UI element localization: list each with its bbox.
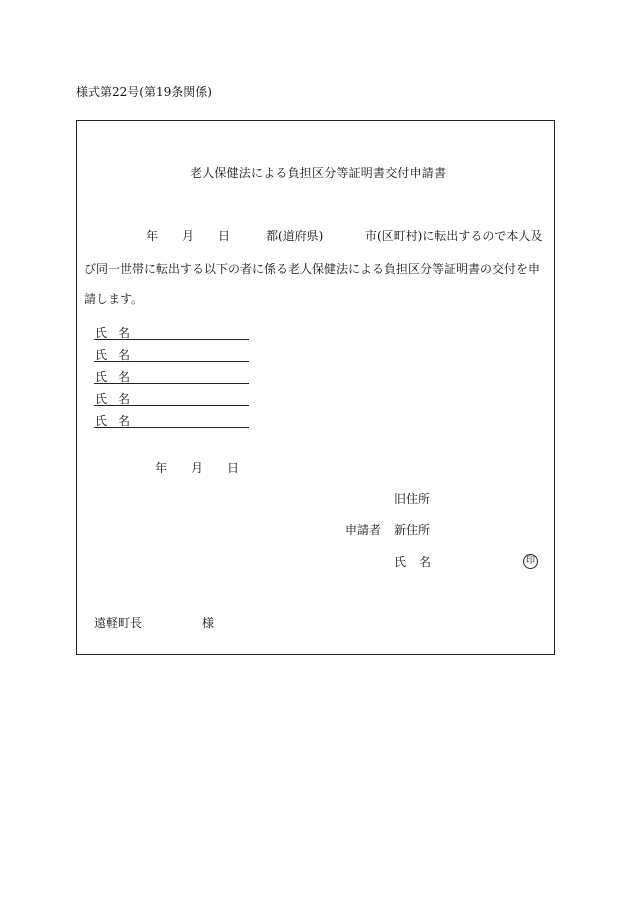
addressee-title: 遠軽町長 — [94, 616, 143, 630]
applicant-label: 申請者 — [345, 523, 382, 537]
addressee-honorific: 様 — [202, 616, 215, 630]
body-month-label: 月 — [182, 229, 195, 243]
body-city-text: 市(区町村)に転出するので本人及 — [365, 229, 543, 243]
name-label-1: 氏 — [95, 392, 108, 406]
form-title: 老人保健法による負担区分等証明書交付申請書 — [190, 166, 447, 180]
body-line-2: び同一世帯に転出する以下の者に係る老人保健法による負担区分等証明書の交付を申 — [84, 262, 541, 276]
name-row-3[interactable] — [94, 368, 249, 384]
name-label-2: 名 — [118, 370, 131, 384]
applicant-name-label-2: 名 — [419, 555, 432, 569]
name-label-1: 氏 — [95, 348, 108, 362]
name-label-2: 名 — [118, 392, 131, 406]
name-label-2: 名 — [118, 414, 131, 428]
name-row-1[interactable] — [94, 324, 249, 340]
body-year-label: 年 — [146, 229, 159, 243]
name-row-4[interactable] — [94, 390, 249, 406]
old-address-label: 旧住所 — [394, 492, 431, 506]
name-row-5[interactable] — [94, 412, 249, 428]
new-address-label: 新住所 — [394, 523, 431, 537]
name-label-1: 氏 — [95, 370, 108, 384]
applicant-name-label-1: 氏 — [394, 555, 407, 569]
application-year-label: 年 — [155, 461, 168, 475]
application-day-label: 日 — [227, 461, 240, 475]
form-number: 様式第22号(第19条関係) — [76, 85, 212, 99]
name-label-1: 氏 — [95, 414, 108, 428]
body-prefecture-label: 都(道府県) — [266, 229, 324, 243]
name-row-2[interactable] — [94, 346, 249, 362]
name-label-2: 名 — [118, 326, 131, 340]
form-frame — [76, 120, 555, 655]
body-line-3: 請します。 — [84, 292, 144, 306]
seal-icon: 印 — [523, 554, 538, 569]
name-label-2: 名 — [118, 348, 131, 362]
name-label-1: 氏 — [95, 326, 108, 340]
application-month-label: 月 — [191, 461, 204, 475]
body-day-label: 日 — [218, 229, 231, 243]
